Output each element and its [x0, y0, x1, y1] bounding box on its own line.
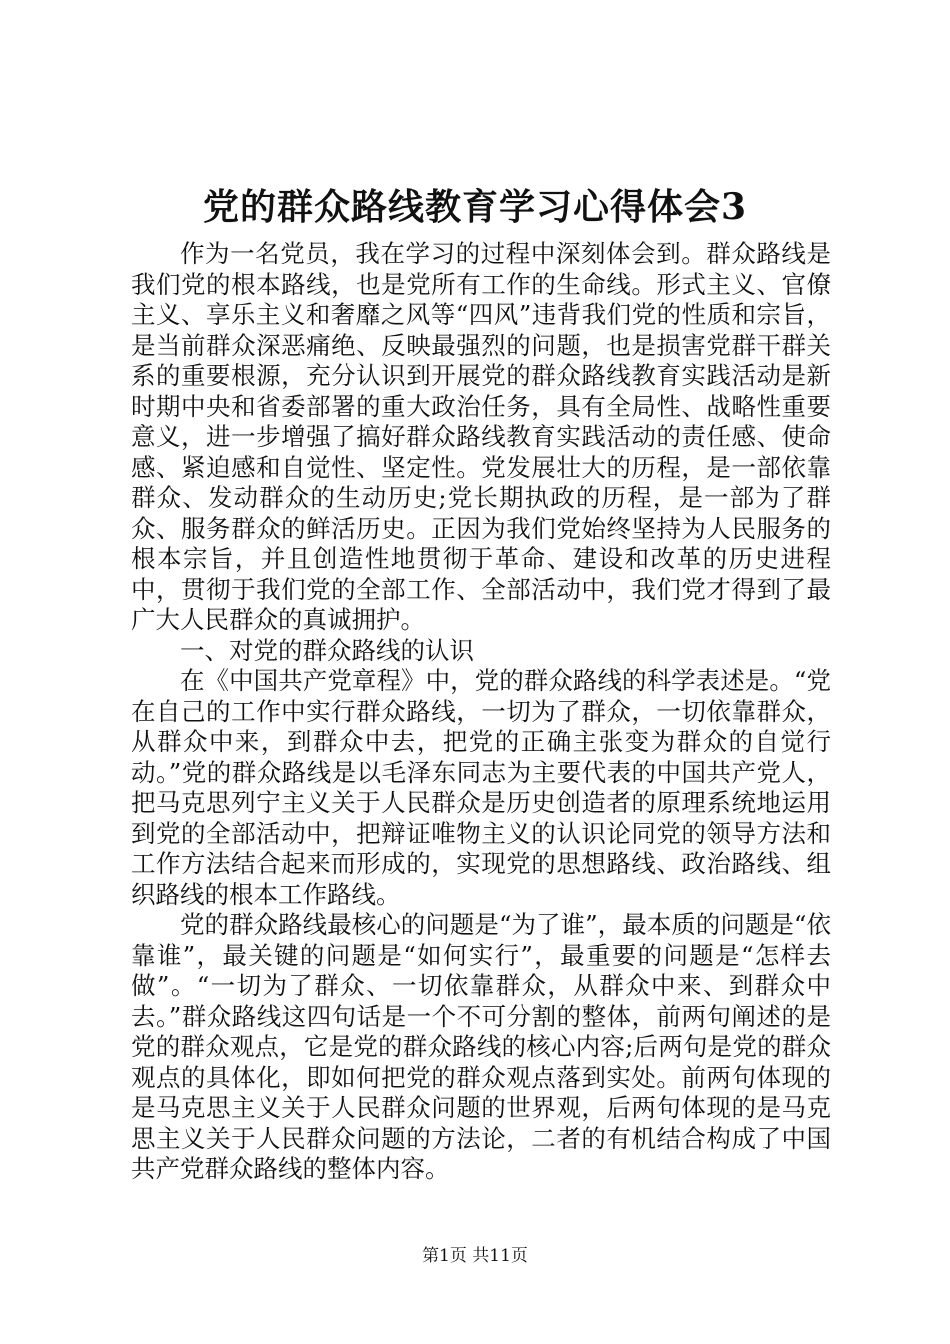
- document-title: 党的群众路线教育学习心得体会3: [202, 186, 748, 228]
- document-body: [131, 239, 831, 1185]
- paragraph-core-questions: 党的群众路线最核心的问题是“为了谁”，最本质的问题是“依靠谁”，最关键的问题是“如何实行”，最重要的问题是“怎样去做”。“一切为了群众、一切依靠群众，从群众中来、到群众中去。”群众路线这四句话是一个不可分割的整体，前两句阐述的是党的群众观点，它是党的群众路线的核心内容;后两句是党的群众观点的具体化，即如何把党的群众观点落到实处。前两句体现的是马克思主义关于人民群众问题的世界观，后两句体现的是马克思主义关于人民群众问题的方法论，二者的有机结合构成了中国共产党群众路线的整体内容。: [131, 910, 831, 1183]
- paragraph-intro: 作为一名党员，我在学习的过程中深刻体会到。群众路线是我们党的根本路线，也是党所有工作的生命线。形式主义、官僚主义、享乐主义和奢靡之风等“四风”违背我们党的性质和宗旨，是当前群众深恶痛绝、反映最强烈的问题，也是损害党群干群关系的重要根源，充分认识到开展党的群众路线教育实践活动是新时期中央和省委部署的重大政治任务，具有全局性、战略性重要意义，进一步增强了搞好群众路线教育实践活动的责任感、使命感、紧迫感和自觉性、坚定性。党发展壮大的历程，是一部依靠群众、发动群众的生动历史;党长期执政的历程，是一部为了群众、服务群众的鲜活历史。正因为我们党始终坚持为人民服务的根本宗旨，并且创造性地贯彻于革命、建设和改革的历史进程中，贯彻于我们党的全部工作、全部活动中，我们党才得到了最广大人民群众的真诚拥护。: [131, 239, 831, 634]
- section-heading-1: 一、对党的群众路线的认识: [180, 635, 474, 665]
- page-footer: 第1页 共11页: [422, 1246, 528, 1266]
- paragraph-party-constitution: 在《中国共产党章程》中，党的群众路线的科学表述是。“党在自己的工作中实行群众路线，一切为了群众，一切依靠群众，从群众中来，到群众中去，把党的正确主张变为群众的自觉行动。”党的群众路线是以毛泽东同志为主要代表的中国共产党人，把马克思列宁主义关于人民群众是历史创造者的原理系统地运用到党的全部活动中，把辩证唯物主义的认识论同党的领导方法和工作方法结合起来而形成的，实现党的思想路线、政治路线、组织路线的根本工作路线。: [131, 666, 831, 909]
